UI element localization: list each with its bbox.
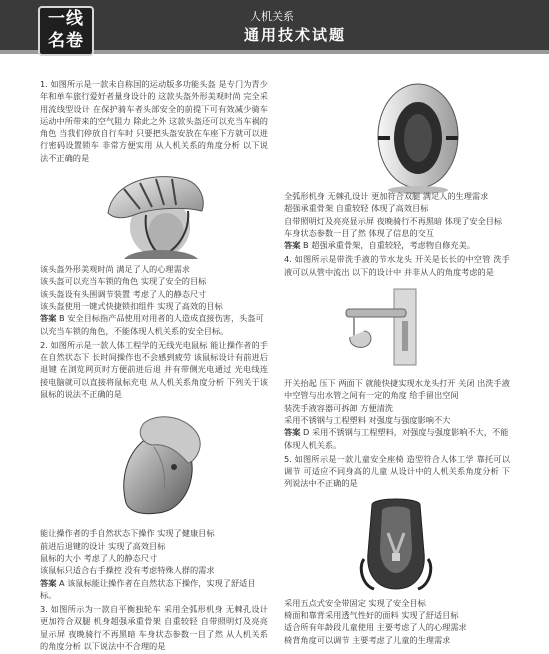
q4-answer-label: 答案 [284, 427, 301, 438]
brand-badge [38, 6, 94, 56]
q2-option-b: 前进后退键的设计 实现了高效目标 [40, 540, 166, 551]
page-header [0, 0, 549, 64]
q1-answer-text: B 安全目标指产品使用对用者的人造成直接伤害，头盔可以充当车锁的角色，不能体现人机关系的安全目标。 [40, 313, 264, 336]
q3-option-c: 自带照明灯及亮亮显示屏 夜晚骑行不再黑暗 体现了安全目标 [284, 215, 503, 226]
question-4 [284, 253, 510, 450]
left-column [40, 78, 268, 654]
unicycle-spacer [284, 78, 510, 190]
right-column [284, 78, 510, 648]
faucet-image [340, 281, 432, 373]
q4-answer [284, 426, 510, 451]
q5-option-b: 椅面和靠背采用透气性好的面料 实现了舒适目标 [284, 610, 459, 621]
q2-option-d: 该鼠标只适合右手操控 没有考虑特殊人群的需求 [40, 565, 215, 576]
q3-option-a: 全弧形机身 无棘孔设计 更加符合双腿 满足人的生理需求 [284, 191, 489, 201]
q5-option-d: 椅背角度可以调节 主要考虑了儿童的生理需求 [284, 634, 451, 645]
header-subtitle: 人机关系 [250, 10, 294, 23]
question-5 [284, 453, 510, 646]
brand-line-2: 名卷 [48, 31, 84, 51]
page-title: 通用技术试题 [244, 26, 347, 44]
q1-option-a: 该头盔外形美观时尚 满足了人的心理需求 [40, 264, 190, 275]
q3-answer-label: 答案 [284, 240, 301, 251]
q5-option-a: 采用五点式安全带固定 实现了安全目标 [284, 597, 426, 608]
question-5-text: 5. 如图所示是一款儿童安全座椅 造型符合人体工学 靠托可以调节 可适应不同身高的儿童 从设计中的人机关系角度分析 下列说法中不正确的是 [284, 453, 510, 489]
q2-answer-label: 答案 [40, 577, 57, 588]
q2-answer-text: A 该鼠标能让操作者在自然状态下操作，实现了舒适目标。 [40, 577, 256, 600]
q4-option-b: 中空管与出水管之间有一定的角度 给手留出空间 [284, 390, 459, 401]
q1-option-b: 该头盔可以充当车锁的角色 实现了安全的目标 [40, 276, 207, 287]
question-2 [40, 339, 268, 601]
q2-option-a: 能让操作者的手自然状态下操作 实现了健康目标 [40, 528, 215, 539]
brand-line-1: 一线 [48, 9, 84, 29]
q3-option-d: 车身状态参数一目了然 体现了信息的交互 [284, 227, 434, 238]
q1-answer [40, 312, 268, 337]
q3-answer [284, 239, 510, 251]
helmet-image [94, 167, 212, 259]
question-3-options [284, 190, 510, 251]
q2-option-c: 鼠标的大小 考虑了人的静态尺寸 [40, 552, 158, 563]
q4-option-c: 装洗手液容器可拆卸 方便清洗 [284, 402, 394, 413]
question-4-text: 4. 如图所示是带洗手液的节水龙头 开关是长长的中空管 洗手液可以从管中流出 以下的设计中 并非从人的角度考虑的是 [284, 254, 510, 277]
question-3 [40, 603, 268, 652]
question-1 [40, 78, 268, 337]
q4-option-d: 采用不锈钢与工程塑料 对强度与强度影响不大 [284, 414, 451, 425]
mouse-image [96, 403, 216, 523]
q2-answer [40, 577, 268, 602]
q1-option-c: 该头盔设有头围调节装置 考虑了人的静态尺寸 [40, 288, 207, 299]
q5-option-c: 适合所有年龄段儿童使用 主要考虑了人的心理需求 [284, 622, 467, 633]
q1-answer-label: 答案 [40, 313, 57, 324]
q4-answer-text: D 采用不锈钢与工程塑料，对强度与强度影响不大，不能体现人机关系。 [284, 427, 509, 450]
q1-option-d: 该头盔使用一键式快捷锁扣组件 实现了高效的目标 [40, 300, 223, 311]
q4-option-a: 开关抬起 压下 两面下 就能快捷实现水龙头打开 关闭 出洗手液 [284, 378, 510, 389]
question-2-text: 2. 如图所示是一款人体工程学的无线光电鼠标 能让操作者的手在自然状态下 长时间操作也不会感到疲劳 该鼠标设计有前进后退键 在浏览网页时方便前进后退 并有带侧光电通过 光电线连接电脑就可以直接将鼠标充电 从人机关系角度分析 下列关于该鼠标的说法不正确的是 [40, 339, 268, 400]
q3-option-b: 超强承重骨架 自重较轻 体现了高效目标 [284, 203, 429, 214]
q3-answer-text: B 超强承重骨架，自重较轻，考虑物自修充美。 [303, 240, 475, 251]
child-seat-image [354, 493, 438, 593]
question-3-text: 3. 如图所示为一款自平衡独轮车 采用全弧形机身 无棘孔设计 更加符合双腿 机身超强承重骨架 自重较轻 自带照明灯及亮亮显示屏 夜晚骑行不再黑暗 车身状态参数一目了然 从人机关系的角度分析 以下说法中不合理的是 [40, 604, 268, 652]
question-1-text: 1. 如图所示是一款未自称国的运动版多功能头盔 是专门为青少年和单车旅行爱好者量身设计的 这款头盔外形美观时尚 完全采用流线型设计 在保护骑车者头部安全的前提下可有效减少骑车运动中所带来的空气阻力 除此之外 这款头盔还可以充当车祸的角色 当我们停放自行车时 只要把头盔安放在车座下方就可以进行密码设置锁车 非常方便实用 从人机关系的角度分析 以下说法不正确的是 [40, 79, 268, 163]
